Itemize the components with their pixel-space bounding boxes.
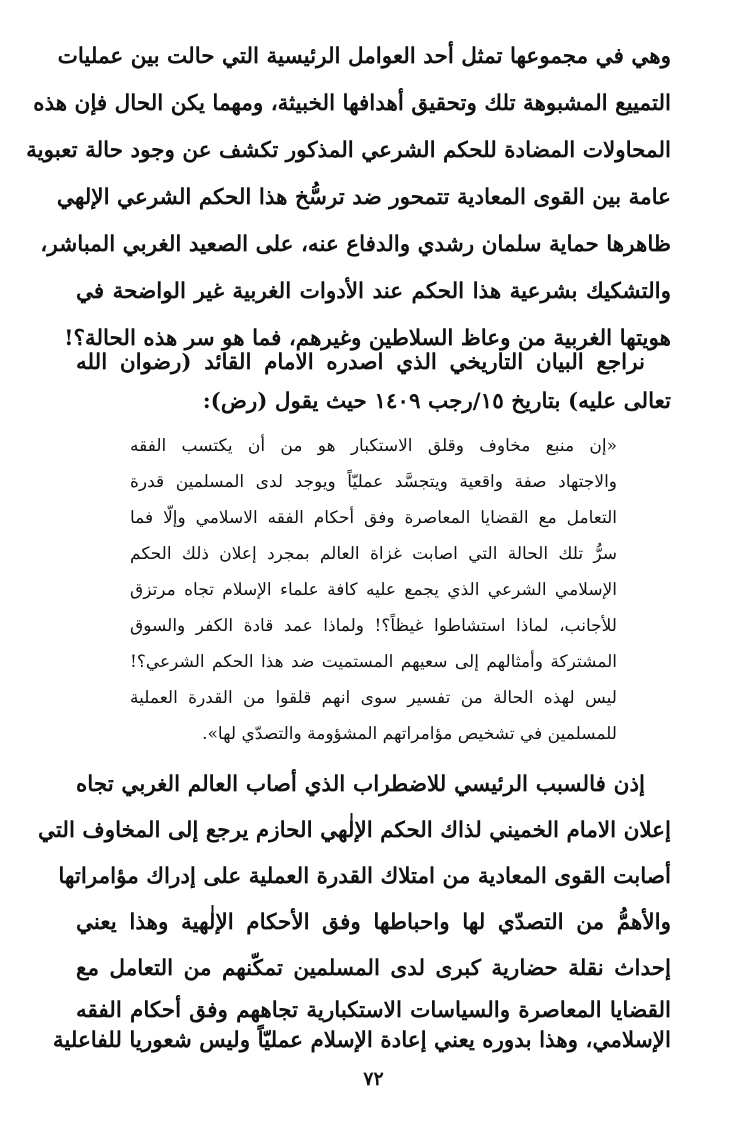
text-line: ظاهرها حماية سلمان رشدي والدفاع عنه، على الصعيد الغربي المباشر،: [40, 232, 671, 257]
quote-line: للأجانب، لماذا استشاطوا غيظاً؟! ولماذا عمد قادة الكفر والسوق: [130, 616, 617, 636]
text-line: والأهمُّ من التصدّي لها واحباطها وفق الأحكام الإلٰهية وهذا يعني: [76, 910, 671, 935]
page-number: ٧٢: [363, 1068, 384, 1090]
text-line: إعلان الامام الخميني لذاك الحكم الإلٰهي الحازم يرجع إلى المخاوف التي: [37, 818, 671, 843]
quote-line: سرُّ تلك الحالة التي اصابت غزاة العالم بمجرد إعلان ذلك الحكم: [130, 544, 617, 564]
text-line: إذن فالسبب الرئيسي للاضطراب الذي أصاب العالم الغربي تجاه: [76, 772, 645, 797]
text-line: التمييع المشبوهة تلك وتحقيق أهدافها الخبيثة، ومهما يكن الحال فإن هذه: [33, 91, 671, 116]
text-line: والتشكيك بشرعية هذا الحكم عند الأدوات الغربية غير الواضحة في: [76, 279, 671, 304]
text-line: عامة بين القوى المعادية تتمحور ضد ترسُّخ هذا الحكم الشرعي الإلهي: [56, 185, 671, 210]
quote-line: التعامل مع القضايا المعاصرة وفق أحكام الفقه الاسلامي وإلّا فما: [130, 508, 617, 528]
quote-line: الإسلامي الشرعي الذي يجمع عليه كافة علماء الإسلام تجاه مرتزق: [130, 580, 617, 600]
quote-line: للمسلمين في تشخيص مؤامراتهم المشؤومة والتصدّي لها».: [202, 724, 617, 744]
quote-line: والاجتهاد صفة واقعية ويتجسَّد عمليّاً ويوجد لدى المسلمين قدرة: [130, 472, 617, 492]
text-line: الإسلامي، وهذا بدوره يعني إعادة الإسلام عمليّاً وليس شعوريا للفاعلية: [52, 1028, 671, 1053]
text-line: هويتها الغربية من وعاظ السلاطين وغيرهم، فما هو سر هذه الحالة؟!: [64, 326, 671, 351]
text-line: القضايا المعاصرة والسياسات الاستكبارية تجاههم وفق أحكام الفقه: [76, 998, 671, 1023]
text-line: أصابت القوى المعادية من امتلاك القدرة العملية على إدراك مؤامراتها: [58, 864, 671, 889]
text-line: وهي في مجموعها تمثل أحد العوامل الرئيسية التي حالت بين عمليات: [57, 44, 671, 69]
quote-line: المشتركة وأمثالهم إلى سعيهم المستميت ضد هذا الحكم الشرعي؟!: [130, 652, 617, 672]
text-line: تعالى عليه) بتاريخ ١٥/رجب ١٤٠٩ حيث يقول (رض):: [202, 389, 671, 414]
text-line: إحداث نقلة حضارية كبرى لدى المسلمين تمكّنهم من التعامل مع: [76, 956, 671, 981]
quote-line: «إن منبع مخاوف وقلق الاستكبار هو من أن يكتسب الفقه: [130, 436, 617, 456]
text-line: المحاولات المضادة للحكم الشرعي المذكور تكشف عن وجود حالة تعبوية: [26, 138, 671, 163]
text-line: نراجع البيان التاريخي الذي اصدره الامام القائد (رضوان الله: [76, 350, 645, 375]
quote-line: ليس لهذه الحالة من تفسير سوى انهم قلقوا من القدرة العملية: [130, 688, 617, 708]
